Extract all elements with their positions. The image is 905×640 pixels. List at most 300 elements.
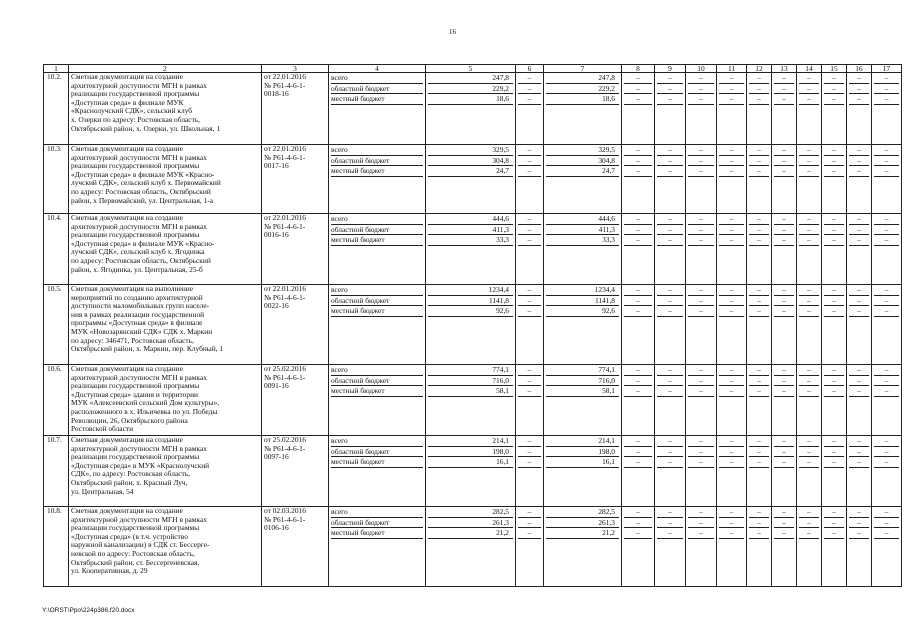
col6-amount bbox=[516, 436, 544, 507]
col11-amount-value: – bbox=[719, 457, 744, 468]
col5-amount-value: 1234,4 bbox=[428, 285, 513, 296]
column-header-12: 12 bbox=[747, 65, 772, 73]
col13-amount-value: – bbox=[774, 145, 794, 156]
col5-amount-value: 16,1 bbox=[428, 457, 513, 468]
col9-amount-value: – bbox=[657, 214, 683, 225]
col15-amount-value: – bbox=[824, 73, 844, 84]
column-header-5: 5 bbox=[426, 65, 516, 73]
col15-amount-value: – bbox=[824, 285, 844, 296]
col16-amount-value: – bbox=[849, 235, 869, 246]
col6-amount-value: – bbox=[518, 94, 541, 105]
col16-amount-value: – bbox=[849, 447, 869, 458]
col11-amount-value: – bbox=[719, 447, 744, 458]
col15-amount-value: – bbox=[824, 145, 844, 156]
funding-source-value: областной бюджет bbox=[331, 518, 423, 529]
col7-amount-value: 198,0 bbox=[546, 447, 619, 458]
column-header-16: 16 bbox=[847, 65, 872, 73]
row-document: от 02.03.2016 № Р61-4-6-1- 0106-16 bbox=[262, 507, 329, 587]
col8-amount-value: – bbox=[624, 156, 652, 167]
col5-amount bbox=[426, 214, 516, 285]
col9-amount-value: – bbox=[657, 285, 683, 296]
col14-amount-value: – bbox=[799, 225, 819, 236]
col6-amount-value: – bbox=[518, 365, 541, 376]
col8-amount-value: – bbox=[624, 376, 652, 387]
table-body bbox=[44, 73, 902, 587]
col15-amount bbox=[822, 145, 847, 214]
funding-source bbox=[329, 285, 426, 365]
row-description: Сметная документация на выполнение мероприятий по созданию архитектурной доступности маломобильных групп населе- ния в рамках реализации государственной программы «Доступная среда» в филиале МУК «Новозарянский СДК» СДК х. Маркин по адресу: 346471, Ростовская область, Октябрьский район, х. Маркин, пер. Клубный, 1 bbox=[69, 285, 262, 365]
col6-amount-value: – bbox=[518, 507, 541, 518]
col8-amount-value: – bbox=[624, 94, 652, 105]
table-row bbox=[44, 436, 902, 507]
col11-amount-value: – bbox=[719, 94, 744, 105]
col14-amount-value: – bbox=[799, 166, 819, 177]
col9-amount-value: – bbox=[657, 518, 683, 529]
col15-amount-value: – bbox=[824, 94, 844, 105]
col17-amount-value: – bbox=[874, 306, 899, 317]
col6-amount-value: – bbox=[518, 436, 541, 447]
budget-table-container bbox=[43, 64, 891, 587]
col12-amount-value: – bbox=[749, 214, 769, 225]
col7-amount-value: 18,6 bbox=[546, 94, 619, 105]
funding-source bbox=[329, 365, 426, 436]
col17-amount-value: – bbox=[874, 84, 899, 95]
funding-source-value: областной бюджет bbox=[331, 447, 423, 458]
col7-amount-value: 92,6 bbox=[546, 306, 619, 317]
col7-amount-value: 33,3 bbox=[546, 235, 619, 246]
col9-amount-value: – bbox=[657, 507, 683, 518]
col7-amount bbox=[544, 285, 622, 365]
funding-source bbox=[329, 145, 426, 214]
col9-amount bbox=[655, 73, 686, 145]
col15-amount-value: – bbox=[824, 214, 844, 225]
col15-amount-value: – bbox=[824, 528, 844, 539]
col9-amount-value: – bbox=[657, 94, 683, 105]
col12-amount-value: – bbox=[749, 145, 769, 156]
col17-amount-value: – bbox=[874, 214, 899, 225]
col7-amount-value: 229,2 bbox=[546, 84, 619, 95]
col9-amount bbox=[655, 365, 686, 436]
col13-amount-value: – bbox=[774, 365, 794, 376]
col10-amount-value: – bbox=[688, 507, 714, 518]
col16-amount-value: – bbox=[849, 436, 869, 447]
col11-amount-value: – bbox=[719, 296, 744, 307]
col10-amount-value: – bbox=[688, 376, 714, 387]
col17-amount-value: – bbox=[874, 447, 899, 458]
col10-amount bbox=[686, 145, 717, 214]
col6-amount bbox=[516, 507, 544, 587]
col17-amount-value: – bbox=[874, 436, 899, 447]
col12-amount-value: – bbox=[749, 94, 769, 105]
col13-amount-value: – bbox=[774, 507, 794, 518]
funding-source-value: областной бюджет bbox=[331, 296, 423, 307]
col11-amount bbox=[717, 507, 747, 587]
col17-amount-value: – bbox=[874, 365, 899, 376]
col14-amount bbox=[797, 507, 822, 587]
col8-amount-value: – bbox=[624, 296, 652, 307]
col7-amount bbox=[544, 436, 622, 507]
col12-amount-value: – bbox=[749, 73, 769, 84]
col10-amount-value: – bbox=[688, 166, 714, 177]
col9-amount bbox=[655, 285, 686, 365]
col11-amount-value: – bbox=[719, 73, 744, 84]
col5-amount-value: 21,2 bbox=[428, 528, 513, 539]
funding-source-value: местный бюджет bbox=[331, 306, 423, 317]
col9-amount-value: – bbox=[657, 296, 683, 307]
col13-amount-value: – bbox=[774, 235, 794, 246]
col14-amount-value: – bbox=[799, 365, 819, 376]
col10-amount-value: – bbox=[688, 296, 714, 307]
col12-amount-value: – bbox=[749, 528, 769, 539]
col8-amount bbox=[622, 436, 655, 507]
funding-source-value: всего bbox=[331, 285, 423, 296]
col12-amount bbox=[747, 214, 772, 285]
col13-amount-value: – bbox=[774, 225, 794, 236]
col15-amount bbox=[822, 507, 847, 587]
funding-source bbox=[329, 507, 426, 587]
col8-amount-value: – bbox=[624, 145, 652, 156]
row-number: 10.2. bbox=[44, 73, 69, 145]
column-header-7: 7 bbox=[544, 65, 622, 73]
col14-amount bbox=[797, 285, 822, 365]
col5-amount-value: 198,0 bbox=[428, 447, 513, 458]
col17-amount-value: – bbox=[874, 94, 899, 105]
col7-amount-value: 1141,8 bbox=[546, 296, 619, 307]
col11-amount-value: – bbox=[719, 225, 744, 236]
col11-amount-value: – bbox=[719, 507, 744, 518]
col17-amount-value: – bbox=[874, 507, 899, 518]
col10-amount-value: – bbox=[688, 285, 714, 296]
col13-amount-value: – bbox=[774, 285, 794, 296]
col16-amount-value: – bbox=[849, 225, 869, 236]
col16-amount-value: – bbox=[849, 214, 869, 225]
funding-source-value: областной бюджет bbox=[331, 84, 423, 95]
col10-amount-value: – bbox=[688, 225, 714, 236]
col9-amount-value: – bbox=[657, 457, 683, 468]
col5-amount bbox=[426, 285, 516, 365]
table-row bbox=[44, 214, 902, 285]
col17-amount-value: – bbox=[874, 457, 899, 468]
col10-amount-value: – bbox=[688, 306, 714, 317]
col14-amount-value: – bbox=[799, 73, 819, 84]
col14-amount-value: – bbox=[799, 296, 819, 307]
file-path-footer: Y:\ORST\Ppo\224p386.f20.docx bbox=[42, 607, 135, 614]
col12-amount-value: – bbox=[749, 457, 769, 468]
col5-amount-value: 24,7 bbox=[428, 166, 513, 177]
col12-amount-value: – bbox=[749, 296, 769, 307]
row-document: от 22.01.2016 № Р61-4-6-1- 0017-16 bbox=[262, 145, 329, 214]
col16-amount-value: – bbox=[849, 365, 869, 376]
funding-source-value: всего bbox=[331, 73, 423, 84]
col11-amount-value: – bbox=[719, 386, 744, 397]
col9-amount-value: – bbox=[657, 365, 683, 376]
col7-amount bbox=[544, 145, 622, 214]
col16-amount bbox=[847, 73, 872, 145]
col9-amount bbox=[655, 507, 686, 587]
col5-amount bbox=[426, 365, 516, 436]
row-description: Сметная документация на создание архитектурной доступности МГН в рамках реализации государственной программы «Доступная среда» в филиале МУК «Красно- лучский СДК», сельский клуб х. Ягодинка по адресу: Ростовская область, Октябрьский район, х. Ягодинка, ул. Центральная, 25-б bbox=[69, 214, 262, 285]
col17-amount-value: – bbox=[874, 166, 899, 177]
row-number: 10.5. bbox=[44, 285, 69, 365]
col16-amount-value: – bbox=[849, 507, 869, 518]
col15-amount-value: – bbox=[824, 386, 844, 397]
col16-amount-value: – bbox=[849, 528, 869, 539]
col8-amount bbox=[622, 507, 655, 587]
col5-amount-value: 247,8 bbox=[428, 73, 513, 84]
col12-amount-value: – bbox=[749, 376, 769, 387]
col15-amount-value: – bbox=[824, 436, 844, 447]
col8-amount-value: – bbox=[624, 225, 652, 236]
col12-amount bbox=[747, 285, 772, 365]
col10-amount bbox=[686, 285, 717, 365]
col8-amount-value: – bbox=[624, 365, 652, 376]
funding-source-value: всего bbox=[331, 436, 423, 447]
budget-table bbox=[43, 64, 902, 587]
col16-amount bbox=[847, 145, 872, 214]
col5-amount-value: 774,1 bbox=[428, 365, 513, 376]
col12-amount bbox=[747, 507, 772, 587]
col5-amount bbox=[426, 436, 516, 507]
col13-amount-value: – bbox=[774, 94, 794, 105]
col8-amount-value: – bbox=[624, 84, 652, 95]
col12-amount-value: – bbox=[749, 507, 769, 518]
funding-source-value: местный бюджет bbox=[331, 166, 423, 177]
col12-amount-value: – bbox=[749, 84, 769, 95]
col7-amount-value: 21,2 bbox=[546, 528, 619, 539]
col6-amount-value: – bbox=[518, 225, 541, 236]
row-document: от 22.01.2016 № Р61-4-6-1- 0016-16 bbox=[262, 214, 329, 285]
col9-amount-value: – bbox=[657, 235, 683, 246]
col13-amount-value: – bbox=[774, 436, 794, 447]
column-header-4: 4 bbox=[329, 65, 426, 73]
col15-amount bbox=[822, 365, 847, 436]
column-header-3: 3 bbox=[262, 65, 329, 73]
col6-amount-value: – bbox=[518, 376, 541, 387]
table-row bbox=[44, 285, 902, 365]
col8-amount-value: – bbox=[624, 166, 652, 177]
col5-amount-value: 58,1 bbox=[428, 386, 513, 397]
col15-amount-value: – bbox=[824, 296, 844, 307]
col17-amount bbox=[872, 285, 902, 365]
col9-amount-value: – bbox=[657, 73, 683, 84]
table-row bbox=[44, 507, 902, 587]
row-document: от 22.01.2016 № Р61-4-6-1- 0018-16 bbox=[262, 73, 329, 145]
col14-amount-value: – bbox=[799, 386, 819, 397]
col10-amount bbox=[686, 365, 717, 436]
col10-amount-value: – bbox=[688, 457, 714, 468]
col12-amount-value: – bbox=[749, 518, 769, 529]
row-number: 10.7. bbox=[44, 436, 69, 507]
col17-amount-value: – bbox=[874, 235, 899, 246]
col5-amount bbox=[426, 145, 516, 214]
col12-amount-value: – bbox=[749, 365, 769, 376]
col5-amount-value: 411,3 bbox=[428, 225, 513, 236]
funding-source-value: всего bbox=[331, 507, 423, 518]
col12-amount-value: – bbox=[749, 156, 769, 167]
col5-amount-value: 716,0 bbox=[428, 376, 513, 387]
col15-amount-value: – bbox=[824, 447, 844, 458]
col16-amount bbox=[847, 285, 872, 365]
funding-source-value: местный бюджет bbox=[331, 94, 423, 105]
col7-amount-value: 716,0 bbox=[546, 376, 619, 387]
col13-amount-value: – bbox=[774, 84, 794, 95]
col13-amount-value: – bbox=[774, 457, 794, 468]
col12-amount-value: – bbox=[749, 436, 769, 447]
col14-amount bbox=[797, 436, 822, 507]
table-row bbox=[44, 365, 902, 436]
col9-amount-value: – bbox=[657, 156, 683, 167]
col8-amount bbox=[622, 365, 655, 436]
col14-amount-value: – bbox=[799, 457, 819, 468]
col16-amount-value: – bbox=[849, 73, 869, 84]
col14-amount-value: – bbox=[799, 528, 819, 539]
funding-source-value: местный бюджет bbox=[331, 235, 423, 246]
col8-amount-value: – bbox=[624, 235, 652, 246]
row-description: Сметная документация на создание архитектурной доступности МГН в рамках реализации государственной программы «Доступная среда» (в т.ч. устройство наружной канализации) в СДК ст. Бессерге- невской по адресу: Ростовская область, Октябрьский район, ст. Бессергеневская, ул. Кооперативная, д. 29 bbox=[69, 507, 262, 587]
column-header-13: 13 bbox=[772, 65, 797, 73]
row-number: 10.4. bbox=[44, 214, 69, 285]
row-description: Сметная документация на создание архитектурной доступности МГН в рамках реализации государственной программы «Доступная среда» в филиале МУК «Краснолучский СДК», сельский клуб х. Озерки по адресу: Ростовская область, Октябрьский район, х. Озерки, ул. Школьная, 1 bbox=[69, 73, 262, 145]
col6-amount-value: – bbox=[518, 214, 541, 225]
col16-amount-value: – bbox=[849, 166, 869, 177]
col17-amount bbox=[872, 73, 902, 145]
col11-amount bbox=[717, 73, 747, 145]
col15-amount bbox=[822, 436, 847, 507]
row-number: 10.8. bbox=[44, 507, 69, 587]
col7-amount bbox=[544, 365, 622, 436]
col6-amount bbox=[516, 73, 544, 145]
col5-amount bbox=[426, 507, 516, 587]
col8-amount-value: – bbox=[624, 507, 652, 518]
col15-amount-value: – bbox=[824, 507, 844, 518]
col13-amount-value: – bbox=[774, 376, 794, 387]
col8-amount bbox=[622, 214, 655, 285]
col11-amount-value: – bbox=[719, 166, 744, 177]
col10-amount bbox=[686, 436, 717, 507]
funding-source-value: областной бюджет bbox=[331, 156, 423, 167]
col15-amount bbox=[822, 285, 847, 365]
col14-amount-value: – bbox=[799, 235, 819, 246]
funding-source-value: местный бюджет bbox=[331, 457, 423, 468]
col13-amount bbox=[772, 145, 797, 214]
table-row bbox=[44, 73, 902, 145]
col16-amount bbox=[847, 365, 872, 436]
col9-amount-value: – bbox=[657, 225, 683, 236]
col7-amount-value: 444,6 bbox=[546, 214, 619, 225]
col11-amount bbox=[717, 214, 747, 285]
col11-amount bbox=[717, 145, 747, 214]
col6-amount bbox=[516, 285, 544, 365]
col16-amount-value: – bbox=[849, 84, 869, 95]
col8-amount-value: – bbox=[624, 457, 652, 468]
funding-source-value: всего bbox=[331, 365, 423, 376]
col13-amount-value: – bbox=[774, 518, 794, 529]
col10-amount-value: – bbox=[688, 84, 714, 95]
col10-amount-value: – bbox=[688, 386, 714, 397]
col5-amount-value: 282,5 bbox=[428, 507, 513, 518]
col9-amount bbox=[655, 145, 686, 214]
col15-amount-value: – bbox=[824, 365, 844, 376]
page-number: 16 bbox=[449, 28, 456, 36]
col10-amount bbox=[686, 73, 717, 145]
col6-amount-value: – bbox=[518, 296, 541, 307]
col12-amount-value: – bbox=[749, 235, 769, 246]
col11-amount-value: – bbox=[719, 436, 744, 447]
row-description: Сметная документация на создание архитектурной доступности МГН в рамках реализации государственной программы «Доступная среда» в МУК «Краснолучский СДК», по адресу: Ростовская область, Октябрьский район, х. Красный Луч, ул. Центральная, 54 bbox=[69, 436, 262, 507]
column-header-1: 1 bbox=[44, 65, 69, 73]
col15-amount bbox=[822, 214, 847, 285]
col7-amount-value: 329,5 bbox=[546, 145, 619, 156]
col6-amount-value: – bbox=[518, 528, 541, 539]
col14-amount-value: – bbox=[799, 518, 819, 529]
col13-amount bbox=[772, 365, 797, 436]
funding-source-value: областной бюджет bbox=[331, 376, 423, 387]
col17-amount-value: – bbox=[874, 73, 899, 84]
col9-amount-value: – bbox=[657, 145, 683, 156]
col5-amount-value: 33,3 bbox=[428, 235, 513, 246]
col17-amount-value: – bbox=[874, 145, 899, 156]
col7-amount-value: 774,1 bbox=[546, 365, 619, 376]
col16-amount-value: – bbox=[849, 296, 869, 307]
col16-amount bbox=[847, 507, 872, 587]
col6-amount bbox=[516, 214, 544, 285]
col16-amount-value: – bbox=[849, 156, 869, 167]
col12-amount bbox=[747, 365, 772, 436]
col15-amount bbox=[822, 73, 847, 145]
col6-amount-value: – bbox=[518, 235, 541, 246]
col8-amount-value: – bbox=[624, 518, 652, 529]
col7-amount-value: 304,8 bbox=[546, 156, 619, 167]
col8-amount-value: – bbox=[624, 214, 652, 225]
col6-amount-value: – bbox=[518, 447, 541, 458]
col17-amount bbox=[872, 365, 902, 436]
col10-amount bbox=[686, 214, 717, 285]
col16-amount-value: – bbox=[849, 376, 869, 387]
col11-amount-value: – bbox=[719, 528, 744, 539]
col16-amount-value: – bbox=[849, 306, 869, 317]
col14-amount-value: – bbox=[799, 507, 819, 518]
col8-amount bbox=[622, 145, 655, 214]
col15-amount-value: – bbox=[824, 376, 844, 387]
column-header-15: 15 bbox=[822, 65, 847, 73]
col13-amount-value: – bbox=[774, 306, 794, 317]
col7-amount-value: 247,8 bbox=[546, 73, 619, 84]
col9-amount bbox=[655, 436, 686, 507]
col6-amount bbox=[516, 145, 544, 214]
col16-amount-value: – bbox=[849, 285, 869, 296]
col6-amount-value: – bbox=[518, 285, 541, 296]
col8-amount-value: – bbox=[624, 436, 652, 447]
col12-amount bbox=[747, 436, 772, 507]
col10-amount-value: – bbox=[688, 365, 714, 376]
col6-amount-value: – bbox=[518, 386, 541, 397]
col10-amount-value: – bbox=[688, 436, 714, 447]
col5-amount-value: 229,2 bbox=[428, 84, 513, 95]
col17-amount-value: – bbox=[874, 376, 899, 387]
col6-amount-value: – bbox=[518, 457, 541, 468]
funding-source bbox=[329, 73, 426, 145]
col9-amount-value: – bbox=[657, 386, 683, 397]
col15-amount-value: – bbox=[824, 235, 844, 246]
col8-amount-value: – bbox=[624, 285, 652, 296]
col15-amount-value: – bbox=[824, 166, 844, 177]
col5-amount bbox=[426, 73, 516, 145]
col7-amount bbox=[544, 507, 622, 587]
col12-amount bbox=[747, 145, 772, 214]
col14-amount-value: – bbox=[799, 285, 819, 296]
row-document: от 25.02.2016 № Р61-4-6-1- 0097-16 bbox=[262, 436, 329, 507]
col14-amount-value: – bbox=[799, 306, 819, 317]
